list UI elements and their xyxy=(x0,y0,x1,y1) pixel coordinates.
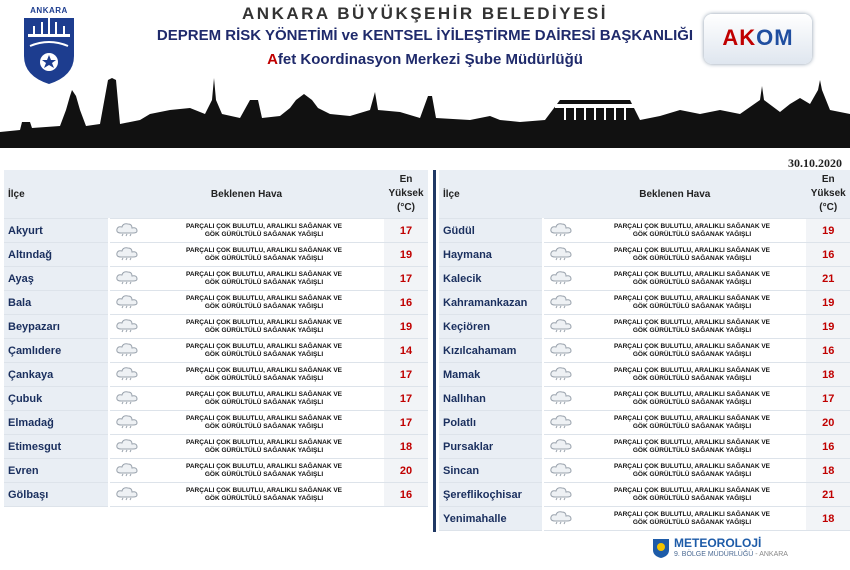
forecast-text: PARÇALI ÇOK BULUTLU, ARALIKLI SAĞANAK VE GÖK GÜRÜLTÜLÜ SAĞANAK YAĞIŞLI xyxy=(144,435,384,459)
forecast-text: PARÇALI ÇOK BULUTLU, ARALIKLI SAĞANAK VE GÖK GÜRÜLTÜLÜ SAĞANAK YAĞIŞLI xyxy=(578,507,807,531)
weather-icon-cell xyxy=(543,219,577,243)
table-row xyxy=(4,291,428,315)
weather-icon-cell xyxy=(109,315,144,339)
cloud-rain-icon xyxy=(549,221,573,237)
forecast-text: PARÇALI ÇOK BULUTLU, ARALIKLI SAĞANAK VE GÖK GÜRÜLTÜLÜ SAĞANAK YAĞIŞLI xyxy=(578,387,807,411)
max-temp: 17 xyxy=(384,411,428,435)
weather-icon-cell xyxy=(543,435,577,459)
weather-icon-cell xyxy=(109,459,144,483)
table-row xyxy=(439,459,850,483)
header-temp: En Yüksek (°C) xyxy=(384,170,428,219)
table-row xyxy=(439,483,850,507)
forecast-text: PARÇALI ÇOK BULUTLU, ARALIKLI SAĞANAK VE GÖK GÜRÜLTÜLÜ SAĞANAK YAĞIŞLI xyxy=(578,459,807,483)
max-temp: 16 xyxy=(384,483,428,507)
cloud-rain-icon xyxy=(549,245,573,261)
table-row xyxy=(439,435,850,459)
weather-icon-cell xyxy=(543,291,577,315)
district-name: Çubuk xyxy=(4,387,109,411)
ankara-skyline xyxy=(0,70,850,148)
meteoroloji-sub: 9. BÖLGE MÜDÜRLÜĞÜ - ANKARA xyxy=(674,551,788,558)
forecast-text: PARÇALI ÇOK BULUTLU, ARALIKLI SAĞANAK VE GÖK GÜRÜLTÜLÜ SAĞANAK YAĞIŞLI xyxy=(578,291,807,315)
table-row xyxy=(4,315,428,339)
cloud-rain-icon xyxy=(115,293,139,309)
district-name: Yenimahalle xyxy=(439,507,543,531)
cloud-rain-icon xyxy=(549,269,573,285)
forecast-text: PARÇALI ÇOK BULUTLU, ARALIKLI SAĞANAK VE GÖK GÜRÜLTÜLÜ SAĞANAK YAĞIŞLI xyxy=(144,339,384,363)
district-name: Kızılcahamam xyxy=(439,339,543,363)
district-name: Sincan xyxy=(439,459,543,483)
district-name: Etimesgut xyxy=(4,435,109,459)
max-temp: 16 xyxy=(806,243,850,267)
district-name: Güdül xyxy=(439,219,543,243)
forecast-text: PARÇALI ÇOK BULUTLU, ARALIKLI SAĞANAK VE GÖK GÜRÜLTÜLÜ SAĞANAK YAĞIŞLI xyxy=(144,267,384,291)
table-row xyxy=(439,315,850,339)
cloud-rain-icon xyxy=(549,341,573,357)
forecast-text: PARÇALI ÇOK BULUTLU, ARALIKLI SAĞANAK VE GÖK GÜRÜLTÜLÜ SAĞANAK YAĞIŞLI xyxy=(578,435,807,459)
forecast-text: PARÇALI ÇOK BULUTLU, ARALIKLI SAĞANAK VE GÖK GÜRÜLTÜLÜ SAĞANAK YAĞIŞLI xyxy=(578,363,807,387)
cloud-rain-icon xyxy=(115,461,139,477)
weather-icon-cell xyxy=(109,387,144,411)
table-row xyxy=(439,339,850,363)
weather-icon-cell xyxy=(109,411,144,435)
table-row xyxy=(4,363,428,387)
max-temp: 19 xyxy=(806,219,850,243)
weather-icon-cell xyxy=(543,243,577,267)
max-temp: 14 xyxy=(384,339,428,363)
max-temp: 19 xyxy=(806,291,850,315)
table-row xyxy=(4,339,428,363)
max-temp: 18 xyxy=(384,435,428,459)
table-row xyxy=(439,507,850,531)
cloud-rain-icon xyxy=(115,437,139,453)
district-name: Şereflikoçhisar xyxy=(439,483,543,507)
forecast-table-left xyxy=(4,170,428,507)
forecast-text: PARÇALI ÇOK BULUTLU, ARALIKLI SAĞANAK VE GÖK GÜRÜLTÜLÜ SAĞANAK YAĞIŞLI xyxy=(578,267,807,291)
weather-icon-cell xyxy=(543,411,577,435)
title-municipality: ANKARA BÜYÜKŞEHİR BELEDİYESİ xyxy=(242,4,608,23)
weather-icon-cell xyxy=(543,267,577,291)
cloud-rain-icon xyxy=(115,269,139,285)
district-name: Elmadağ xyxy=(4,411,109,435)
max-temp: 21 xyxy=(806,483,850,507)
max-temp: 20 xyxy=(806,411,850,435)
title-branch-rest: fet Koordinasyon Merkezi Şube Müdürlüğü xyxy=(277,51,583,68)
district-name: Keçiören xyxy=(439,315,543,339)
cloud-rain-icon xyxy=(549,293,573,309)
max-temp: 17 xyxy=(384,387,428,411)
meteoroloji-emblem-icon xyxy=(652,538,670,558)
district-name: Nallıhan xyxy=(439,387,543,411)
forecast-table-right xyxy=(439,170,850,531)
district-name: Kahramankazan xyxy=(439,291,543,315)
cloud-rain-icon xyxy=(549,437,573,453)
meteoroloji-name: METEOROLOJİ xyxy=(674,536,762,550)
forecast-text: PARÇALI ÇOK BULUTLU, ARALIKLI SAĞANAK VE GÖK GÜRÜLTÜLÜ SAĞANAK YAĞIŞLI xyxy=(578,483,807,507)
max-temp: 19 xyxy=(806,315,850,339)
table-row xyxy=(439,411,850,435)
cloud-rain-icon xyxy=(115,485,139,501)
max-temp: 17 xyxy=(384,363,428,387)
cloud-rain-icon xyxy=(549,413,573,429)
max-temp: 16 xyxy=(806,435,850,459)
weather-icon-cell xyxy=(543,483,577,507)
table-row xyxy=(439,219,850,243)
max-temp: 18 xyxy=(806,363,850,387)
weather-icon-cell xyxy=(109,483,144,507)
table-row xyxy=(4,459,428,483)
header-weather: Beklenen Hava xyxy=(109,170,384,219)
cloud-rain-icon xyxy=(115,245,139,261)
forecast-text: PARÇALI ÇOK BULUTLU, ARALIKLI SAĞANAK VE GÖK GÜRÜLTÜLÜ SAĞANAK YAĞIŞLI xyxy=(144,291,384,315)
max-temp: 20 xyxy=(384,459,428,483)
table-row xyxy=(4,219,428,243)
header-temp: En Yüksek (°C) xyxy=(806,170,850,219)
table-row xyxy=(439,363,850,387)
header-ilce: İlçe xyxy=(439,170,543,219)
weather-icon-cell xyxy=(543,363,577,387)
table-row xyxy=(4,243,428,267)
cloud-rain-icon xyxy=(549,509,573,525)
weather-icon-cell xyxy=(543,387,577,411)
max-temp: 18 xyxy=(806,507,850,531)
forecast-text: PARÇALI ÇOK BULUTLU, ARALIKLI SAĞANAK VE GÖK GÜRÜLTÜLÜ SAĞANAK YAĞIŞLI xyxy=(144,483,384,507)
table-row xyxy=(4,411,428,435)
table-row xyxy=(439,387,850,411)
weather-icon-cell xyxy=(543,339,577,363)
district-name: Gölbaşı xyxy=(4,483,109,507)
akom-logo-text: AKOM xyxy=(722,25,794,50)
district-name: Polatlı xyxy=(439,411,543,435)
table-row xyxy=(439,291,850,315)
district-name: Beypazarı xyxy=(4,315,109,339)
district-name: Kalecik xyxy=(439,267,543,291)
weather-icon-cell xyxy=(543,459,577,483)
page-header xyxy=(0,0,850,148)
forecast-text: PARÇALI ÇOK BULUTLU, ARALIKLI SAĞANAK VE GÖK GÜRÜLTÜLÜ SAĞANAK YAĞIŞLI xyxy=(144,315,384,339)
district-name: Çamlıdere xyxy=(4,339,109,363)
title-branch-initial: A xyxy=(267,51,278,68)
table-row xyxy=(439,267,850,291)
max-temp: 19 xyxy=(384,315,428,339)
district-name: Mamak xyxy=(439,363,543,387)
cloud-rain-icon xyxy=(115,365,139,381)
report-date: 30.10.2020 xyxy=(788,156,842,170)
max-temp: 16 xyxy=(806,339,850,363)
cloud-rain-icon xyxy=(115,317,139,333)
forecast-text: PARÇALI ÇOK BULUTLU, ARALIKLI SAĞANAK VE GÖK GÜRÜLTÜLÜ SAĞANAK YAĞIŞLI xyxy=(578,339,807,363)
forecast-text: PARÇALI ÇOK BULUTLU, ARALIKLI SAĞANAK VE GÖK GÜRÜLTÜLÜ SAĞANAK YAĞIŞLI xyxy=(144,459,384,483)
forecast-text: PARÇALI ÇOK BULUTLU, ARALIKLI SAĞANAK VE GÖK GÜRÜLTÜLÜ SAĞANAK YAĞIŞLI xyxy=(578,219,807,243)
max-temp: 17 xyxy=(384,267,428,291)
max-temp: 17 xyxy=(806,387,850,411)
forecast-text: PARÇALI ÇOK BULUTLU, ARALIKLI SAĞANAK VE GÖK GÜRÜLTÜLÜ SAĞANAK YAĞIŞLI xyxy=(144,411,384,435)
weather-icon-cell xyxy=(109,435,144,459)
weather-icon-cell xyxy=(109,243,144,267)
cloud-rain-icon xyxy=(549,461,573,477)
max-temp: 18 xyxy=(806,459,850,483)
district-name: Pursaklar xyxy=(439,435,543,459)
weather-icon-cell xyxy=(109,339,144,363)
akom-logo xyxy=(704,14,812,64)
header-ilce: İlçe xyxy=(4,170,109,219)
weather-icon-cell xyxy=(543,315,577,339)
district-name: Altındağ xyxy=(4,243,109,267)
meteoroloji-logo xyxy=(650,536,800,564)
cloud-rain-icon xyxy=(115,389,139,405)
district-name: Ayaş xyxy=(4,267,109,291)
forecast-text: PARÇALI ÇOK BULUTLU, ARALIKLI SAĞANAK VE GÖK GÜRÜLTÜLÜ SAĞANAK YAĞIŞLI xyxy=(144,219,384,243)
max-temp: 17 xyxy=(384,219,428,243)
table-row xyxy=(4,483,428,507)
table-divider xyxy=(433,170,436,532)
forecast-text: PARÇALI ÇOK BULUTLU, ARALIKLI SAĞANAK VE GÖK GÜRÜLTÜLÜ SAĞANAK YAĞIŞLI xyxy=(578,315,807,339)
forecast-text: PARÇALI ÇOK BULUTLU, ARALIKLI SAĞANAK VE GÖK GÜRÜLTÜLÜ SAĞANAK YAĞIŞLI xyxy=(144,363,384,387)
forecast-text: PARÇALI ÇOK BULUTLU, ARALIKLI SAĞANAK VE GÖK GÜRÜLTÜLÜ SAĞANAK YAĞIŞLI xyxy=(144,387,384,411)
cloud-rain-icon xyxy=(549,389,573,405)
title-department: DEPREM RİSK YÖNETİMİ ve KENTSEL İYİLEŞTİRME DAİRESİ BAŞKANLIĞI xyxy=(156,27,694,44)
forecast-text: PARÇALI ÇOK BULUTLU, ARALIKLI SAĞANAK VE GÖK GÜRÜLTÜLÜ SAĞANAK YAĞIŞLI xyxy=(144,243,384,267)
max-temp: 16 xyxy=(384,291,428,315)
forecast-text: PARÇALI ÇOK BULUTLU, ARALIKLI SAĞANAK VE GÖK GÜRÜLTÜLÜ SAĞANAK YAĞIŞLI xyxy=(578,243,807,267)
district-name: Çankaya xyxy=(4,363,109,387)
district-name: Evren xyxy=(4,459,109,483)
table-row xyxy=(439,243,850,267)
district-name: Akyurt xyxy=(4,219,109,243)
header-weather: Beklenen Hava xyxy=(543,170,806,219)
cloud-rain-icon xyxy=(115,221,139,237)
cloud-rain-icon xyxy=(549,365,573,381)
table-row xyxy=(4,387,428,411)
max-temp: 21 xyxy=(806,267,850,291)
table-row xyxy=(4,267,428,291)
logo-text: ANKARA xyxy=(30,6,68,15)
table-row xyxy=(4,435,428,459)
weather-icon-cell xyxy=(109,363,144,387)
cloud-rain-icon xyxy=(549,317,573,333)
weather-icon-cell xyxy=(109,219,144,243)
forecast-text: PARÇALI ÇOK BULUTLU, ARALIKLI SAĞANAK VE GÖK GÜRÜLTÜLÜ SAĞANAK YAĞIŞLI xyxy=(578,411,807,435)
weather-icon-cell xyxy=(109,267,144,291)
cloud-rain-icon xyxy=(115,413,139,429)
weather-icon-cell xyxy=(543,507,577,531)
cloud-rain-icon xyxy=(549,485,573,501)
district-name: Haymana xyxy=(439,243,543,267)
cloud-rain-icon xyxy=(115,341,139,357)
max-temp: 19 xyxy=(384,243,428,267)
district-name: Bala xyxy=(4,291,109,315)
weather-icon-cell xyxy=(109,291,144,315)
